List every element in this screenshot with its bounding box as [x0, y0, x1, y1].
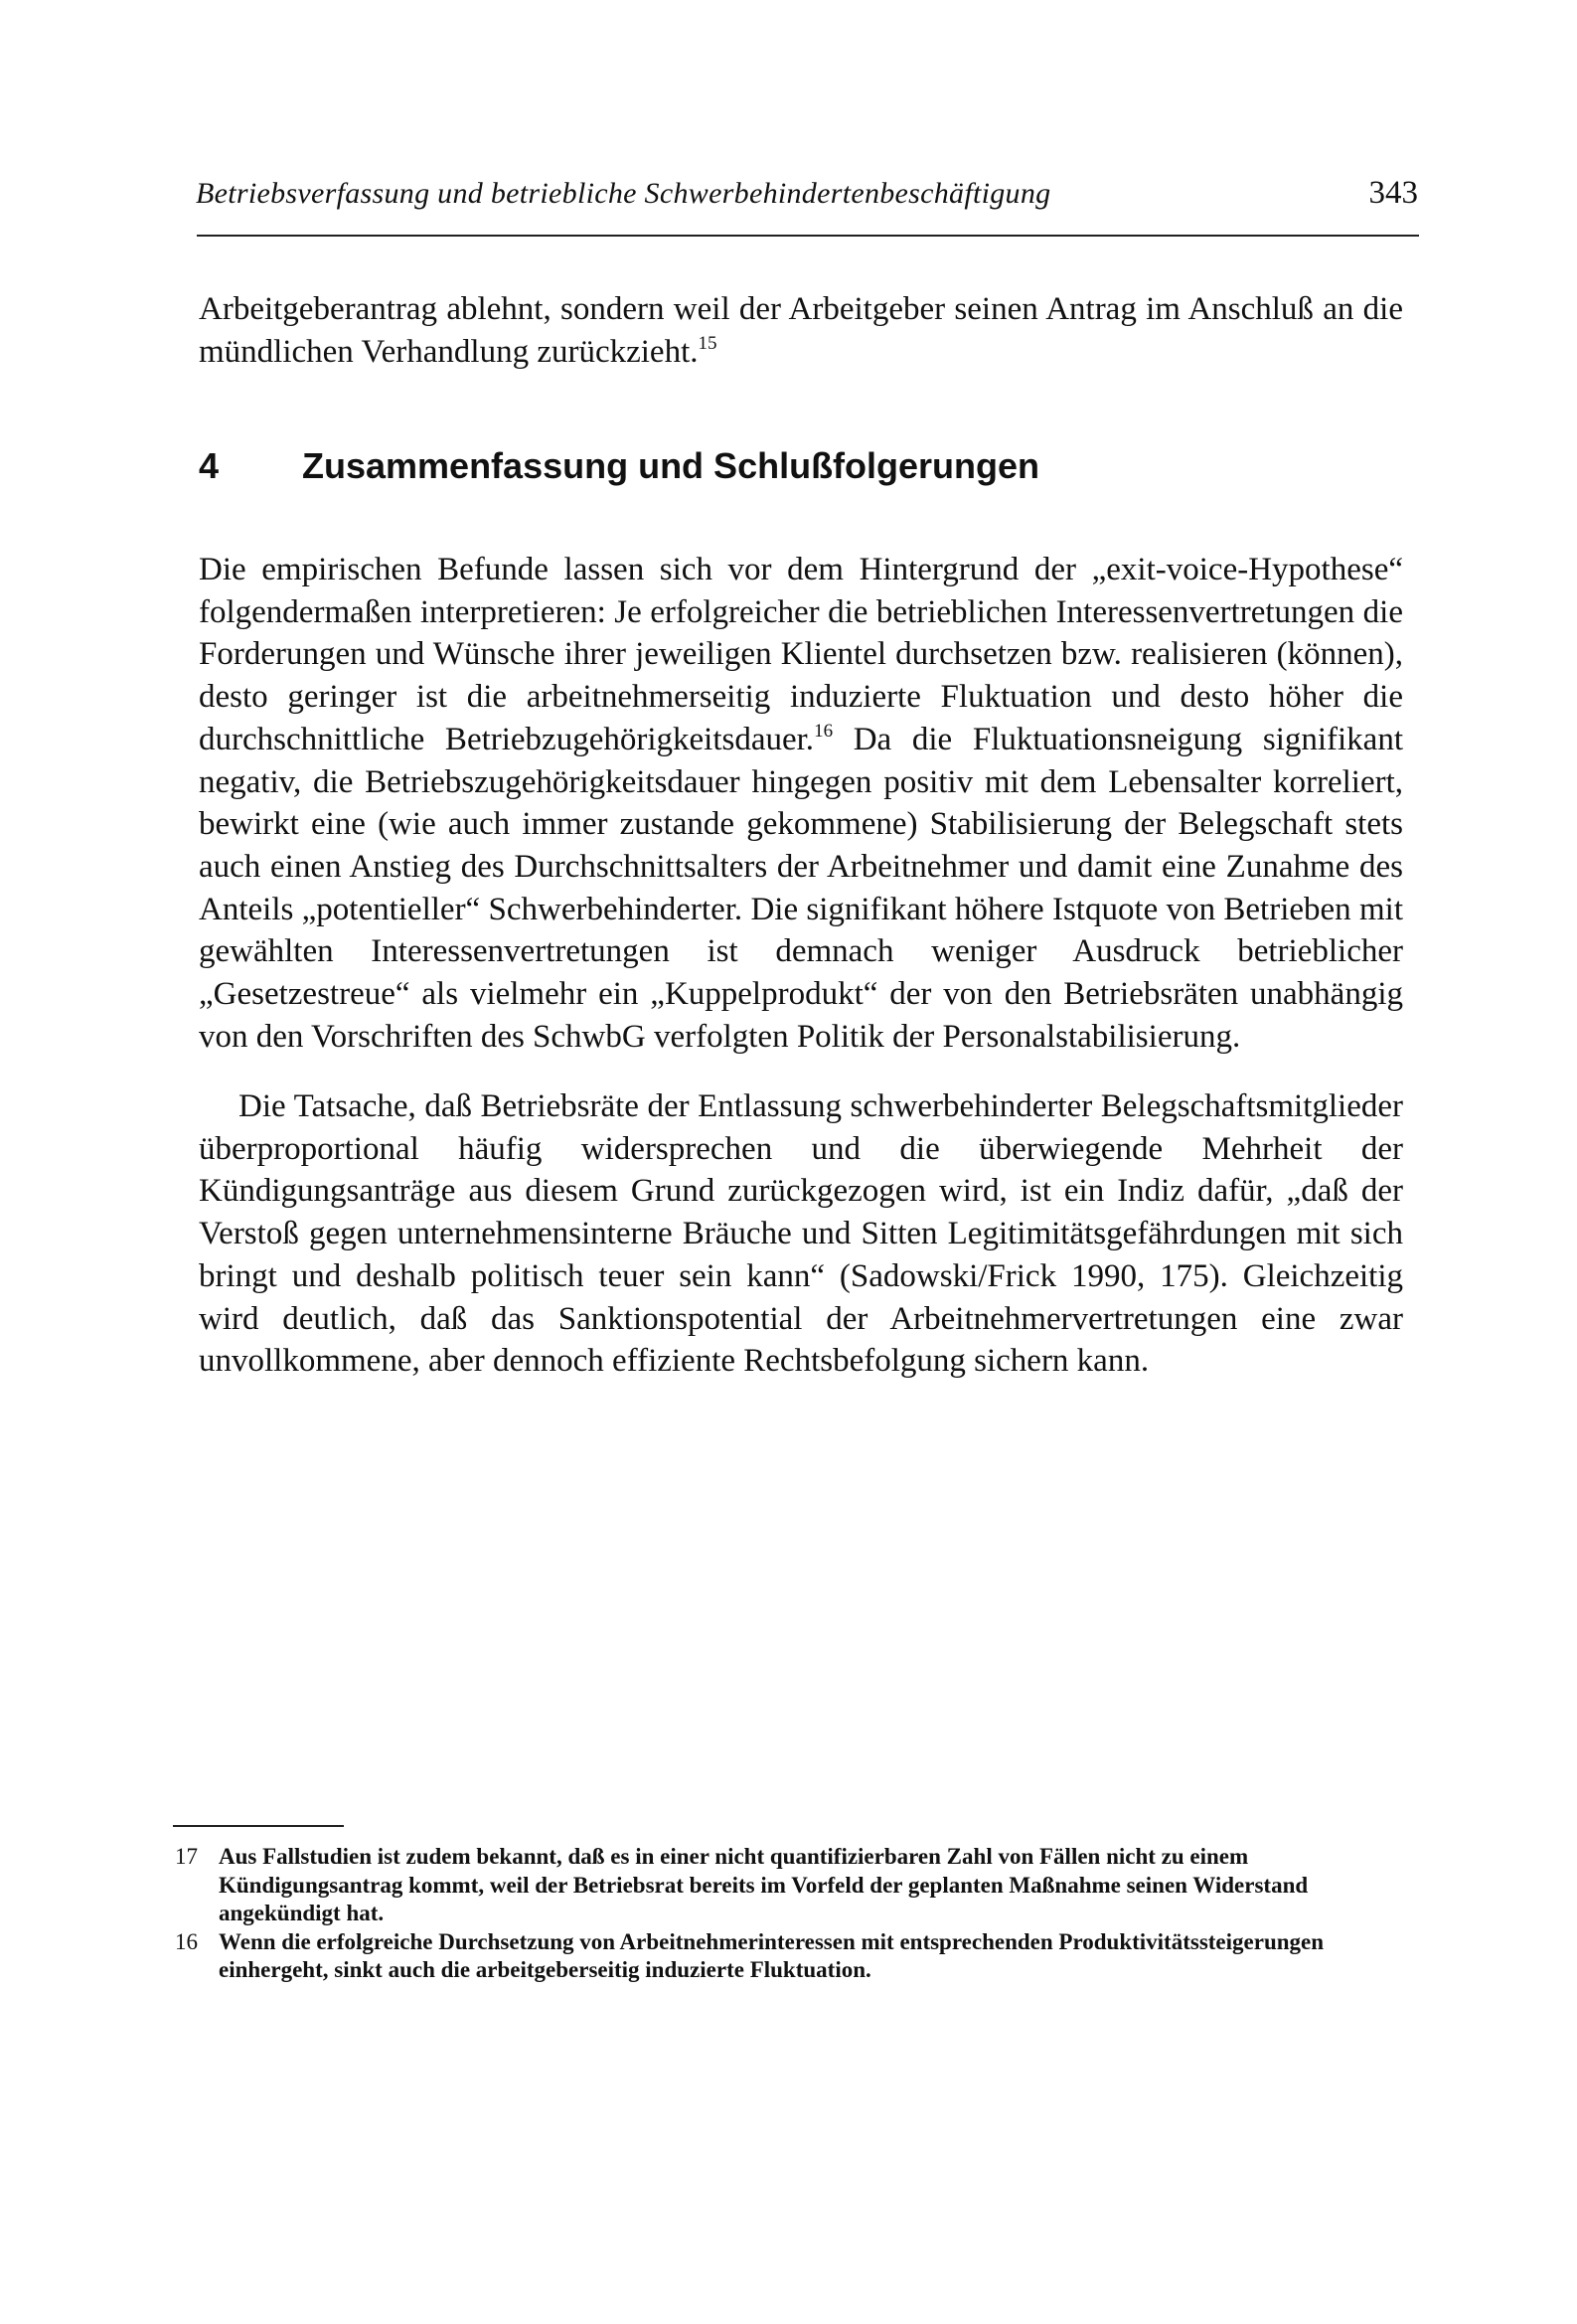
section-title: Zusammenfassung und Schlußfolgerungen — [302, 445, 1040, 486]
paragraph-1-text-b: Da die Fluktuationsneigung signifikant negativ, die Betriebszugehörigkeitsdauer hingegen positiv mit dem Lebensalter korreliert, bewirkt eine (wie auch immer zustande gekommene) Stabilisierung der Belegschaft stets auch einen Anstieg des Durchschnittsalters der Arbeitnehmer und damit eine Zunahme des Anteils „potentieller“ Schwerbehinderter. Die signifikant höhere Istquote von Betrieben mit gewählten Interessenvertretungen ist demnach weniger Ausdruck betrieblicher „Gesetzestreue“ als vielmehr ein „Kuppelprodukt“ der von den Betriebsräten unabhängig von den Vorschriften des SchwbG verfolgten Politik der Personalstabilisierung. — [199, 721, 1404, 1055]
section-number: 4 — [199, 445, 220, 486]
header-rule — [197, 235, 1419, 237]
footnote-ref-15: 15 — [698, 333, 717, 354]
footnote-text: Aus Fallstudien ist zudem bekannt, daß es in einer nicht quantifizierbaren Zahl von Fällen nicht zu einem Kündigungsantrag kommt, weil der Betriebsrat bereits im Vorfeld der geplanten Maßnahme seinen Widerstand angekündigt hat. — [219, 1844, 1309, 1925]
footnote-number: 17 — [175, 1844, 198, 1869]
paragraph-2: Die Tatsache, daß Betriebsräte der Entlassung schwerbehinderter Belegschaftsmitglieder überproportional häufig widersprechen und die überwiegende Mehrheit der Kündigungsanträge aus diesem Grund zurückgezogen wird, ist ein Indiz dafür, „daß der Verstoß gegen unternehmensinterne Bräuche und Sitten Legitimitätsgefährdungen mit sich bringt und deshalb politisch teuer sein kann“ (Sadowski/Frick 1990, 175). Gleichzeitig wird deutlich, daß das Sanktionspotential der Arbeitnehmervertretungen eine zwar unvollkommene, aber dennoch effiziente Rechtsbefolgung sichern kann. — [199, 1088, 1403, 1380]
paragraph-1 — [199, 549, 1403, 1058]
footnote-number: 16 — [175, 1928, 198, 1954]
page-number: 343 — [1368, 175, 1418, 211]
section-heading — [199, 445, 1403, 499]
footnotes — [175, 1843, 1427, 1985]
running-title: Betriebsverfassung und betriebliche Schwerbehindertenbeschäftigung — [196, 177, 1051, 210]
running-header — [196, 171, 1418, 221]
footnote-16 — [175, 1928, 1427, 1985]
footnote-text: Wenn die erfolgreiche Durchsetzung von Arbeitnehmerinteressen mit entsprechenden Produktivitätssteigerungen einhergeht, sinkt auch die arbeitgeberseitig induzierte Fluktuation. — [219, 1928, 1325, 1982]
footnote-ref-16: 16 — [814, 720, 834, 742]
continuation-text: Arbeitgeberantrag ablehnt, sondern weil der Arbeitgeber seinen Antrag im Anschluß an die mündlichen Verhandlung zurückzieht. — [199, 291, 1403, 370]
footnote-rule — [173, 1825, 344, 1827]
footnote-17 — [175, 1843, 1427, 1928]
paragraph-1-text-a: Die empirischen Befunde lassen sich vor dem Hintergrund der „exit-voice-Hypothese“ folgendermaßen interpretieren: Je erfolgreicher die betrieblichen Interessenvertretungen die Forderungen und Wünsche ihrer jeweiligen Klientel durchsetzen bzw. realisieren (können), desto geringer ist die arbeitnehmerseitig induzierte Fluktuation und desto höher die durchschnittliche Betriebzugehörigkeitsdauer. — [199, 552, 1403, 757]
continuation-paragraph — [199, 288, 1403, 374]
